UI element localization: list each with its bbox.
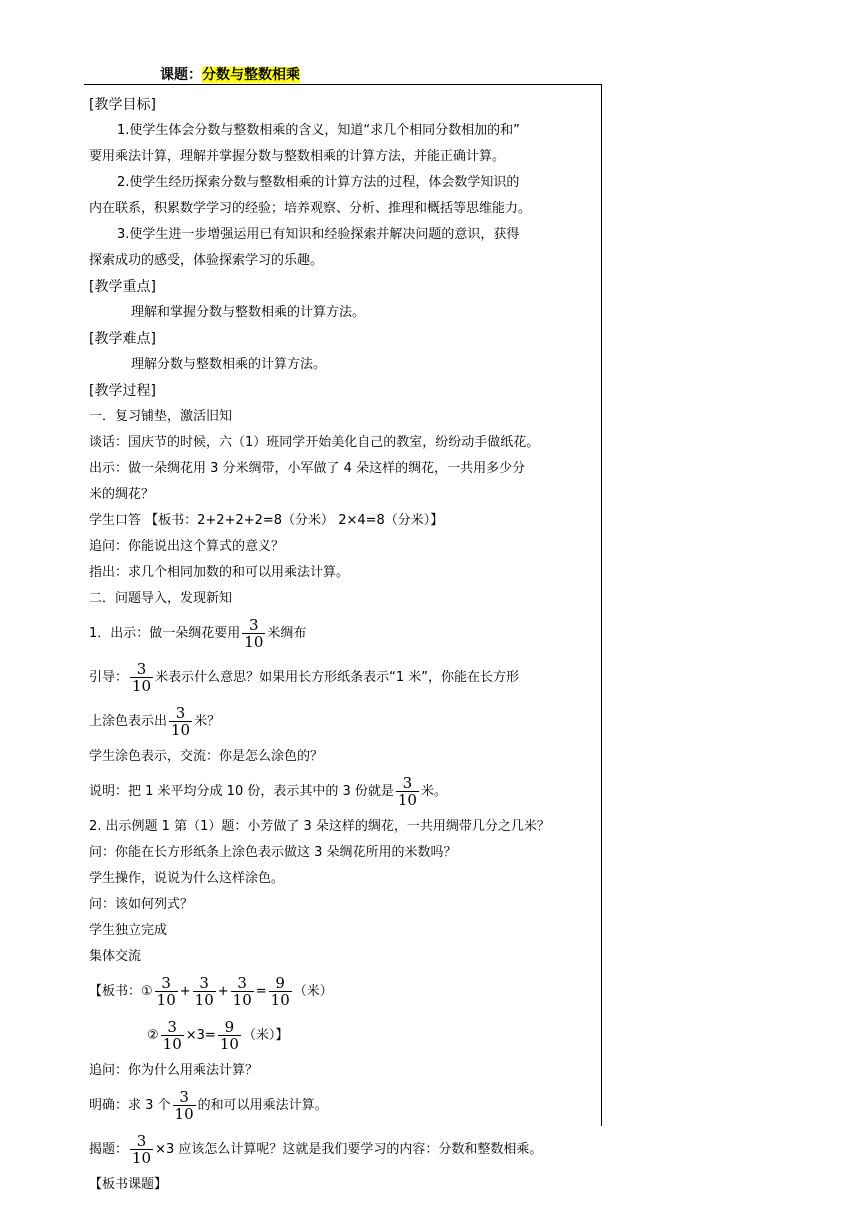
lesson-title-label: 课题： <box>160 67 202 83</box>
fraction-3-10: $\frac{3}{10}$ <box>244 616 264 651</box>
process-line: 学生涂色表示，交流：你是怎么涂色的？ <box>89 749 324 764</box>
process-line: 集体交流 <box>89 949 142 964</box>
lesson-title-name: 分数与整数相乘 <box>202 67 300 83</box>
fraction-3-10: $\frac{3}{10}$ <box>397 774 417 809</box>
process-line: 说明：把 1 米平均分成 10 份，表示其中的 3 份就是 $\frac{3}{10}$ 米。 <box>89 774 447 809</box>
lesson-title <box>160 64 300 84</box>
process-line: 学生独立完成 <box>89 923 168 938</box>
process-line: 二．问题导入，发现新知 <box>89 591 233 606</box>
section-difficulty: [教学难点] <box>89 331 156 347</box>
process-line: 指出：求几个相同加数的和可以用乘法计算。 <box>89 565 350 580</box>
goal-line: 内在联系，积累数学学习的经验；培养观察、分析、推理和概括等思维能力。 <box>89 201 532 216</box>
section-key: [教学重点] <box>89 279 156 295</box>
process-line: 2. 出示例题 1 第（1）题：小芳做了 3 朵这样的绸花，一共用绸带几分之几米？ <box>89 819 550 834</box>
process-line: 上涂色表示出 $\frac{3}{10}$ 米？ <box>89 704 221 739</box>
board-equation-2: ② $\frac{3}{10}$ ×3= $\frac{9}{10}$ （米）】 <box>147 1018 289 1053</box>
section-process: [教学过程] <box>89 383 156 399</box>
process-line: 追问：你为什么用乘法计算？ <box>89 1063 259 1078</box>
process-line: 出示：做一朵绸花用 3 分米绸带，小军做了 4 朵这样的绸花，一共用多少分 <box>89 461 526 476</box>
goal-line: 1.使学生体会分数与整数相乘的含义，知道“求几个相同分数相加的和” <box>117 123 520 138</box>
process-line: 揭题： $\frac{3}{10}$ ×3 应该怎么计算呢？这就是我们要学习的内容：分数和整数相乘。 <box>89 1132 543 1167</box>
process-line: 【板书课题】 <box>89 1177 168 1192</box>
section-goals: [教学目标] <box>89 97 156 113</box>
board-equation-1: 【板书：① $\frac{3}{10}$ + $\frac{3}{10}$ + $\frac{3}{10}$ = $\frac{9}{10}$ （米） <box>89 974 333 1009</box>
goal-line: 3.使学生进一步增强运用已有知识和经验探索并解决问题的意识，获得 <box>117 227 520 242</box>
process-line: 米的绸花？ <box>89 487 155 502</box>
fraction-3-10: $\frac{3}{10}$ <box>171 704 191 739</box>
goal-line: 2.使学生经历探索分数与整数相乘的计算方法的过程，体会数学知识的 <box>117 175 520 190</box>
process-line: 1．出示：做一朵绸花要用 $\frac{3}{10}$ 米绸布 <box>89 616 307 651</box>
fraction-3-10: $\frac{3}{10}$ <box>132 1132 152 1167</box>
process-line: 引导： $\frac{3}{10}$ 米表示什么意思？如果用长方形纸条表示“1 米”，你能在长方形 <box>89 660 519 695</box>
table-top-border <box>84 84 602 85</box>
process-line: 问：该如何列式？ <box>89 897 194 912</box>
fraction-3-10: $\frac{3}{10}$ <box>174 1088 194 1123</box>
process-line: 学生口答 【板书：2+2+2+2=8（分米） 2×4=8（分米）】 <box>89 513 444 528</box>
process-line: 追问：你能说出这个算式的意义？ <box>89 539 285 554</box>
process-line: 问：你能在长方形纸条上涂色表示做这 3 朵绸花所用的米数吗？ <box>89 845 457 860</box>
fraction-3-10: $\frac{3}{10}$ <box>132 660 152 695</box>
process-line: 谈话：国庆节的时候，六（1）班同学开始美化自己的教室，纷纷动手做纸花。 <box>89 435 540 450</box>
process-line: 明确：求 3 个 $\frac{3}{10}$ 的和可以用乘法计算。 <box>89 1088 328 1123</box>
lesson-content <box>89 92 597 1198</box>
process-line: 一．复习铺垫，激活旧知 <box>89 409 233 424</box>
difficulty-text: 理解分数与整数相乘的计算方法。 <box>131 357 327 372</box>
process-line: 学生操作，说说为什么这样涂色。 <box>89 871 285 886</box>
key-text: 理解和掌握分数与整数相乘的计算方法。 <box>131 305 366 320</box>
table-right-border <box>601 84 602 1126</box>
goal-line: 要用乘法计算，理解并掌握分数与整数相乘的计算方法，并能正确计算。 <box>89 149 506 164</box>
goal-line: 探索成功的感受，体验探索学习的乐趣。 <box>89 253 324 268</box>
